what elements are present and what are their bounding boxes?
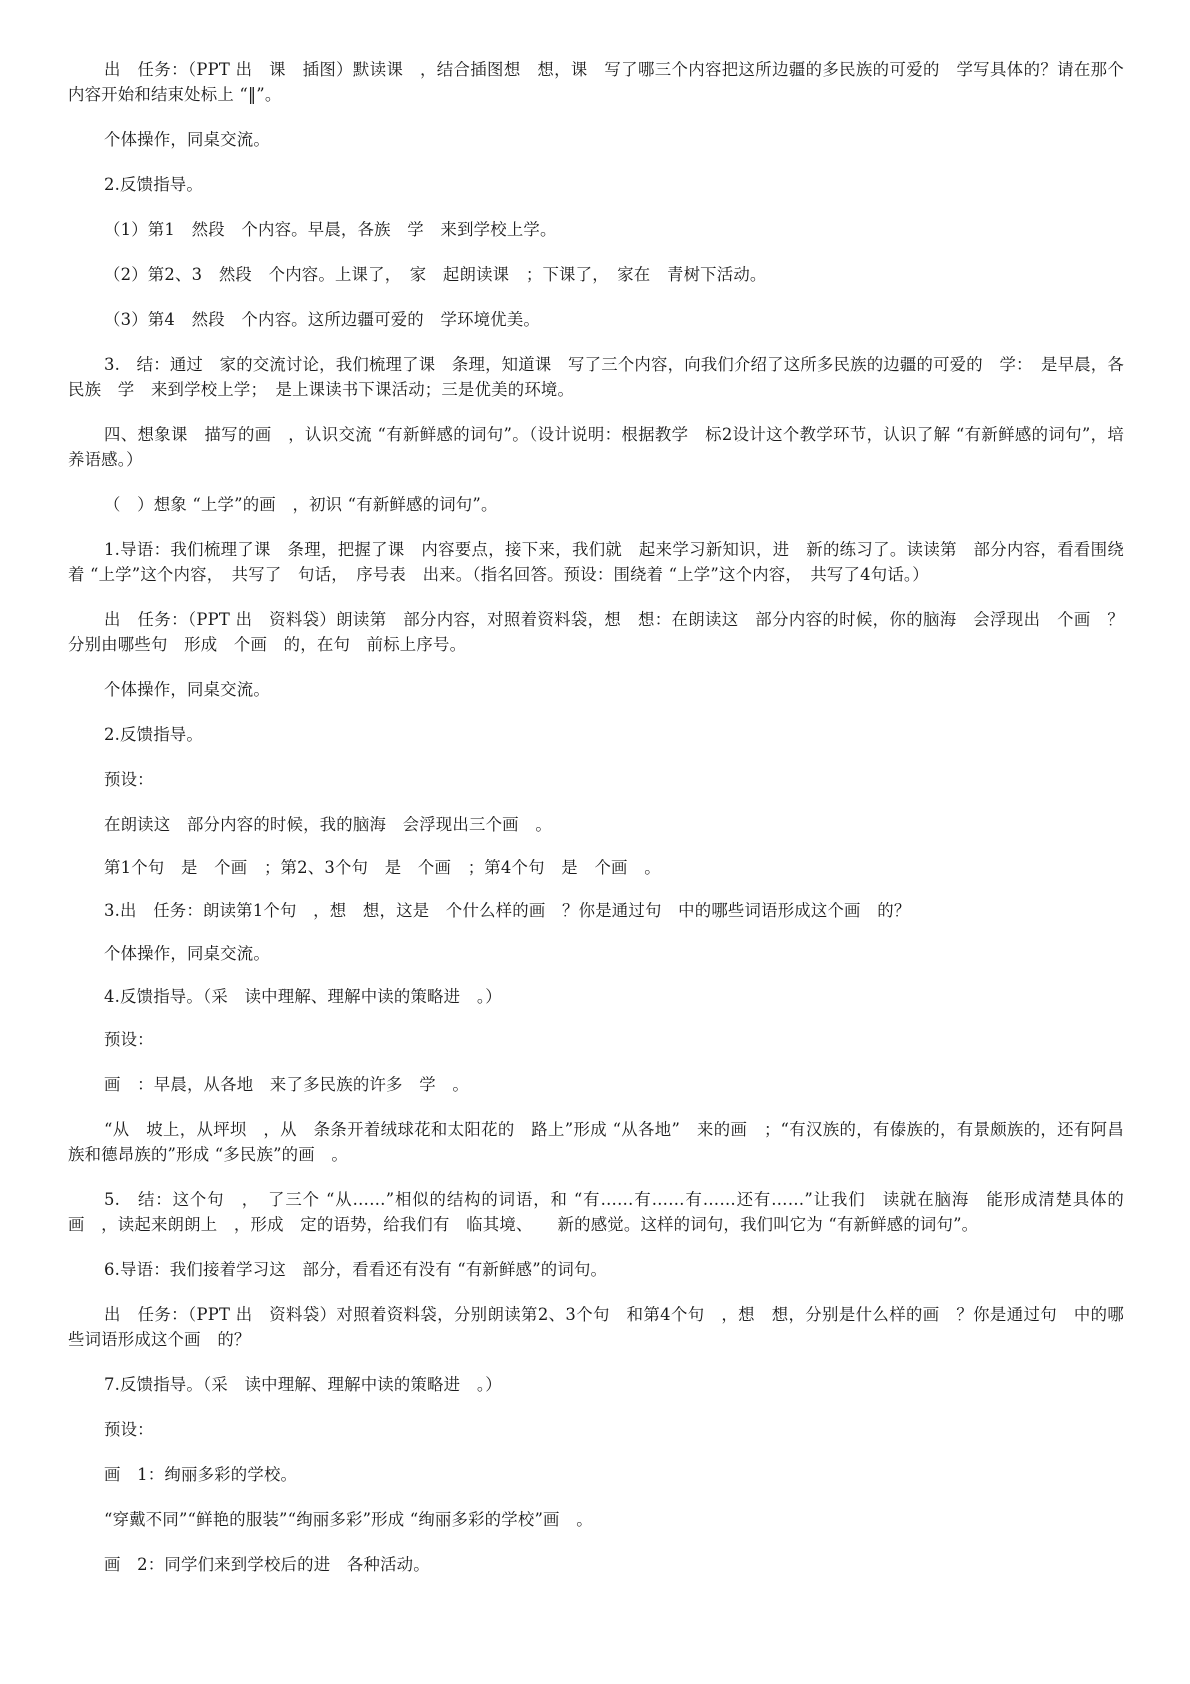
- paragraph-subsection-one: （ ）想象 “上学”的画 ，初识 “有新鲜感的词句”。: [104, 495, 498, 514]
- paragraph-picture-2: 画 2：同学们来到学校后的进 各种活动。: [104, 1555, 430, 1574]
- paragraph-picture-1: 画 1：绚丽多彩的学校。: [104, 1465, 298, 1484]
- paragraph-section-four: 四、想象课 描写的画 ，认识交流 “有新鲜感的词句”。（设计说明：根据教学 标2设计这个教学环节，认识了解 “有新鲜感的词句”，培养语感。）: [68, 425, 1124, 469]
- paragraph-task-4: 出 任务：（PPT 出 资料袋）对照着资料袋，分别朗读第2、3个句 和第4个句 ，想 想，分别是什么样的画 ？你是通过句 中的哪些词语形成这个画 的？: [68, 1305, 1124, 1349]
- paragraph-item-1: （1）第1 然段 个内容。早晨，各族 学 来到学校上学。: [104, 220, 557, 239]
- paragraph-preset-2: 预设：: [104, 1030, 154, 1049]
- paragraph-preset-3: 预设：: [104, 1420, 154, 1439]
- paragraph-feedback-7: 7.反馈指导。（采 读中理解、理解中读的策略进 。）: [104, 1375, 502, 1394]
- paragraph-summary-5: 5. 结：这个句 ， 了三个 “从……”相似的结构的词语，和 “有……有……有……还有……”让我们 读就在脑海 能形成清楚具体的画 ，读起来朗朗上 ，形成 定的语势，给我们有 临其境、 新的感觉。这样的词句，我们叫它为 “有新鲜感的词句”。: [68, 1190, 1124, 1234]
- paragraph-feedback-1: 2.反馈指导。: [104, 175, 203, 194]
- paragraph-individual-1: 个体操作，同桌交流。: [104, 130, 270, 149]
- paragraph-task-2: 出 任务：（PPT 出 资料袋）朗读第 部分内容，对照着资料袋，想 想：在朗读这 部分内容的时候，你的脑海 会浮现出 个画 ？分别由哪些句 形成 个画 的，在句 前标上序号。: [68, 610, 1124, 654]
- paragraph-individual-3: 个体操作，同桌交流。: [104, 944, 270, 963]
- paragraph-individual-2: 个体操作，同桌交流。: [104, 680, 270, 699]
- paragraph-picture-morning: 画 ：早晨，从各地 来了多民族的许多 学 。: [104, 1075, 469, 1094]
- paragraph-from-everywhere: “从 坡上，从坪坝 ，从 条条开着绒球花和太阳花的 路上”形成 “从各地” 来的画 ；“有汉族的，有傣族的，有景颇族的，还有阿昌族和德昂族的”形成 “多民族”的画 。: [68, 1120, 1124, 1164]
- paragraph-item-2: （2）第2、3 然段 个内容。上课了， 家 起朗读课 ；下课了， 家在 青树下活动。: [104, 265, 767, 284]
- paragraph-feedback-4: 4.反馈指导。（采 读中理解、理解中读的策略进 。）: [104, 987, 502, 1006]
- paragraph-sentence-mapping: 第1个句 是 个画 ；第2、3个句 是 个画 ；第4个句 是 个画 。: [104, 858, 661, 877]
- paragraph-intro-guide: 1.导语：我们梳理了课 条理，把握了课 内容要点，接下来，我们就 起来学习新知识，进 新的练习了。读读第 部分内容，看看围绕着 “上学”这个内容， 共写了 句话， 序号表 出来。（指名回答。预设：围绕着 “上学”这个内容， 共写了4句话。）: [68, 540, 1124, 584]
- paragraph-feedback-2: 2.反馈指导。: [104, 725, 203, 744]
- paragraph-task-1: 出 任务：（PPT 出 课 插图）默读课 ，结合插图想 想，课 写了哪三个内容把这所边疆的多民族的可爱的 学写具体的？请在那个内容开始和结束处标上 “‖”。: [68, 60, 1124, 104]
- paragraph-summary-1: 3. 结：通过 家的交流讨论，我们梳理了课 条理，知道课 写了三个内容，向我们介绍了这所多民族的边疆的可爱的 学： 是早晨，各民族 学 来到学校上学； 是上课读书下课活动；三是优美的环境。: [68, 355, 1124, 399]
- paragraph-guide-6: 6.导语：我们接着学习这 部分，看看还有没有 “有新鲜感”的词句。: [104, 1260, 608, 1279]
- paragraph-item-3: （3）第4 然段 个内容。这所边疆可爱的 学环境优美。: [104, 310, 541, 329]
- paragraph-three-pictures: 在朗读这 部分内容的时候，我的脑海 会浮现出三个画 。: [104, 815, 552, 834]
- paragraph-preset-1: 预设：: [104, 770, 154, 789]
- paragraph-colorful-school: “穿戴不同”“鲜艳的服装”“绚丽多彩”形成 “绚丽多彩的学校”画 。: [104, 1510, 593, 1529]
- paragraph-task-3: 3.出 任务：朗读第1个句 ，想 想，这是 个什么样的画 ？你是通过句 中的哪些词语形成这个画 的？: [104, 901, 911, 920]
